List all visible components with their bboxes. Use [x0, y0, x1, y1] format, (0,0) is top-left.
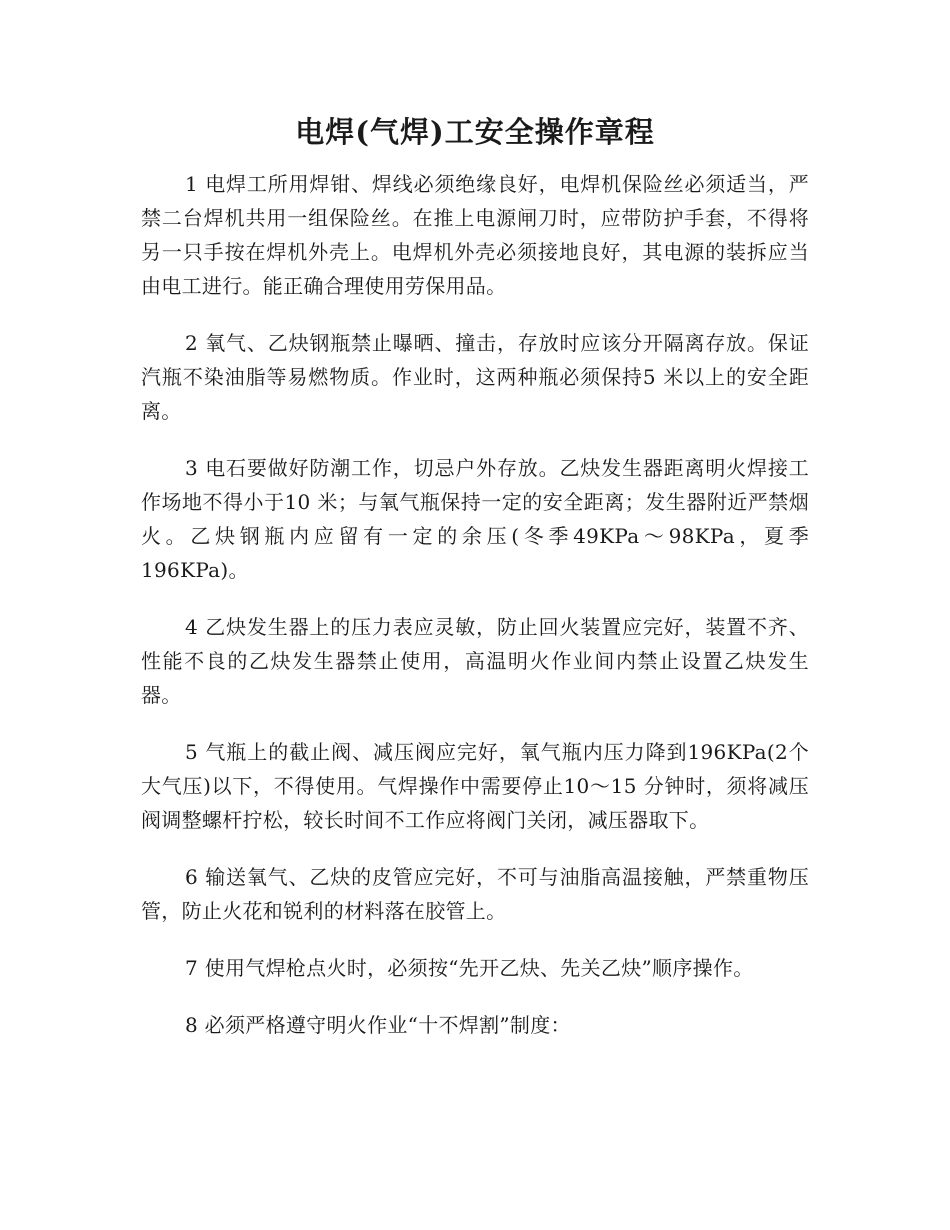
paragraph-1: 1 电焊工所用焊钳、焊线必须绝缘良好，电焊机保险丝必须适当，严禁二台焊机共用一组保险丝。在推上电源闸刀时，应带防护手套，不得将另一只手按在焊机外壳上。电焊机外壳必须接地良好，其电源的装拆应当由电工进行。能正确合理使用劳保用品。 — [141, 172, 809, 298]
paragraph-4: 4 乙炔发生器上的压力表应灵敏，防止回火装置应完好，装置不齐、性能不良的乙炔发生器禁止使用，高温明火作业间内禁止设置乙炔发生器。 — [141, 615, 809, 707]
paragraph-5: 5 气瓶上的截止阀、减压阀应完好，氧气瓶内压力降到196KPa(2个大气压)以下，不得使用。气焊操作中需要停止10～15 分钟时，须将减压阀调整螺杆拧松，较长时间不工作应将阀门关闭，减压器取下。 — [141, 740, 809, 832]
paragraph-3: 3 电石要做好防潮工作，切忌户外存放。乙炔发生器距离明火焊接工作场地不得小于10 米；与氧气瓶保持一定的安全距离；发生器附近严禁烟火。乙炔钢瓶内应留有一定的余压(冬季49KPa～98KPa，夏季196KPa)。 — [141, 456, 809, 582]
document-body — [141, 167, 809, 1065]
document-title: 电焊(气焊)工安全操作章程 — [295, 115, 655, 149]
paragraph-6: 6 输送氧气、乙炔的皮管应完好，不可与油脂高温接触，严禁重物压管，防止火花和锐利的材料落在胶管上。 — [141, 865, 809, 923]
paragraph-2: 2 氧气、乙炔钢瓶禁止曝晒、撞击，存放时应该分开隔离存放。保证汽瓶不染油脂等易燃物质。作业时，这两种瓶必须保持5 米以上的安全距离。 — [141, 331, 809, 423]
paragraph-7: 7 使用气焊枪点火时，必须按“先开乙炔、先关乙炔”顺序操作。 — [185, 956, 754, 980]
paragraph-8: 8 必须严格遵守明火作业“十不焊割”制度： — [185, 1013, 571, 1037]
